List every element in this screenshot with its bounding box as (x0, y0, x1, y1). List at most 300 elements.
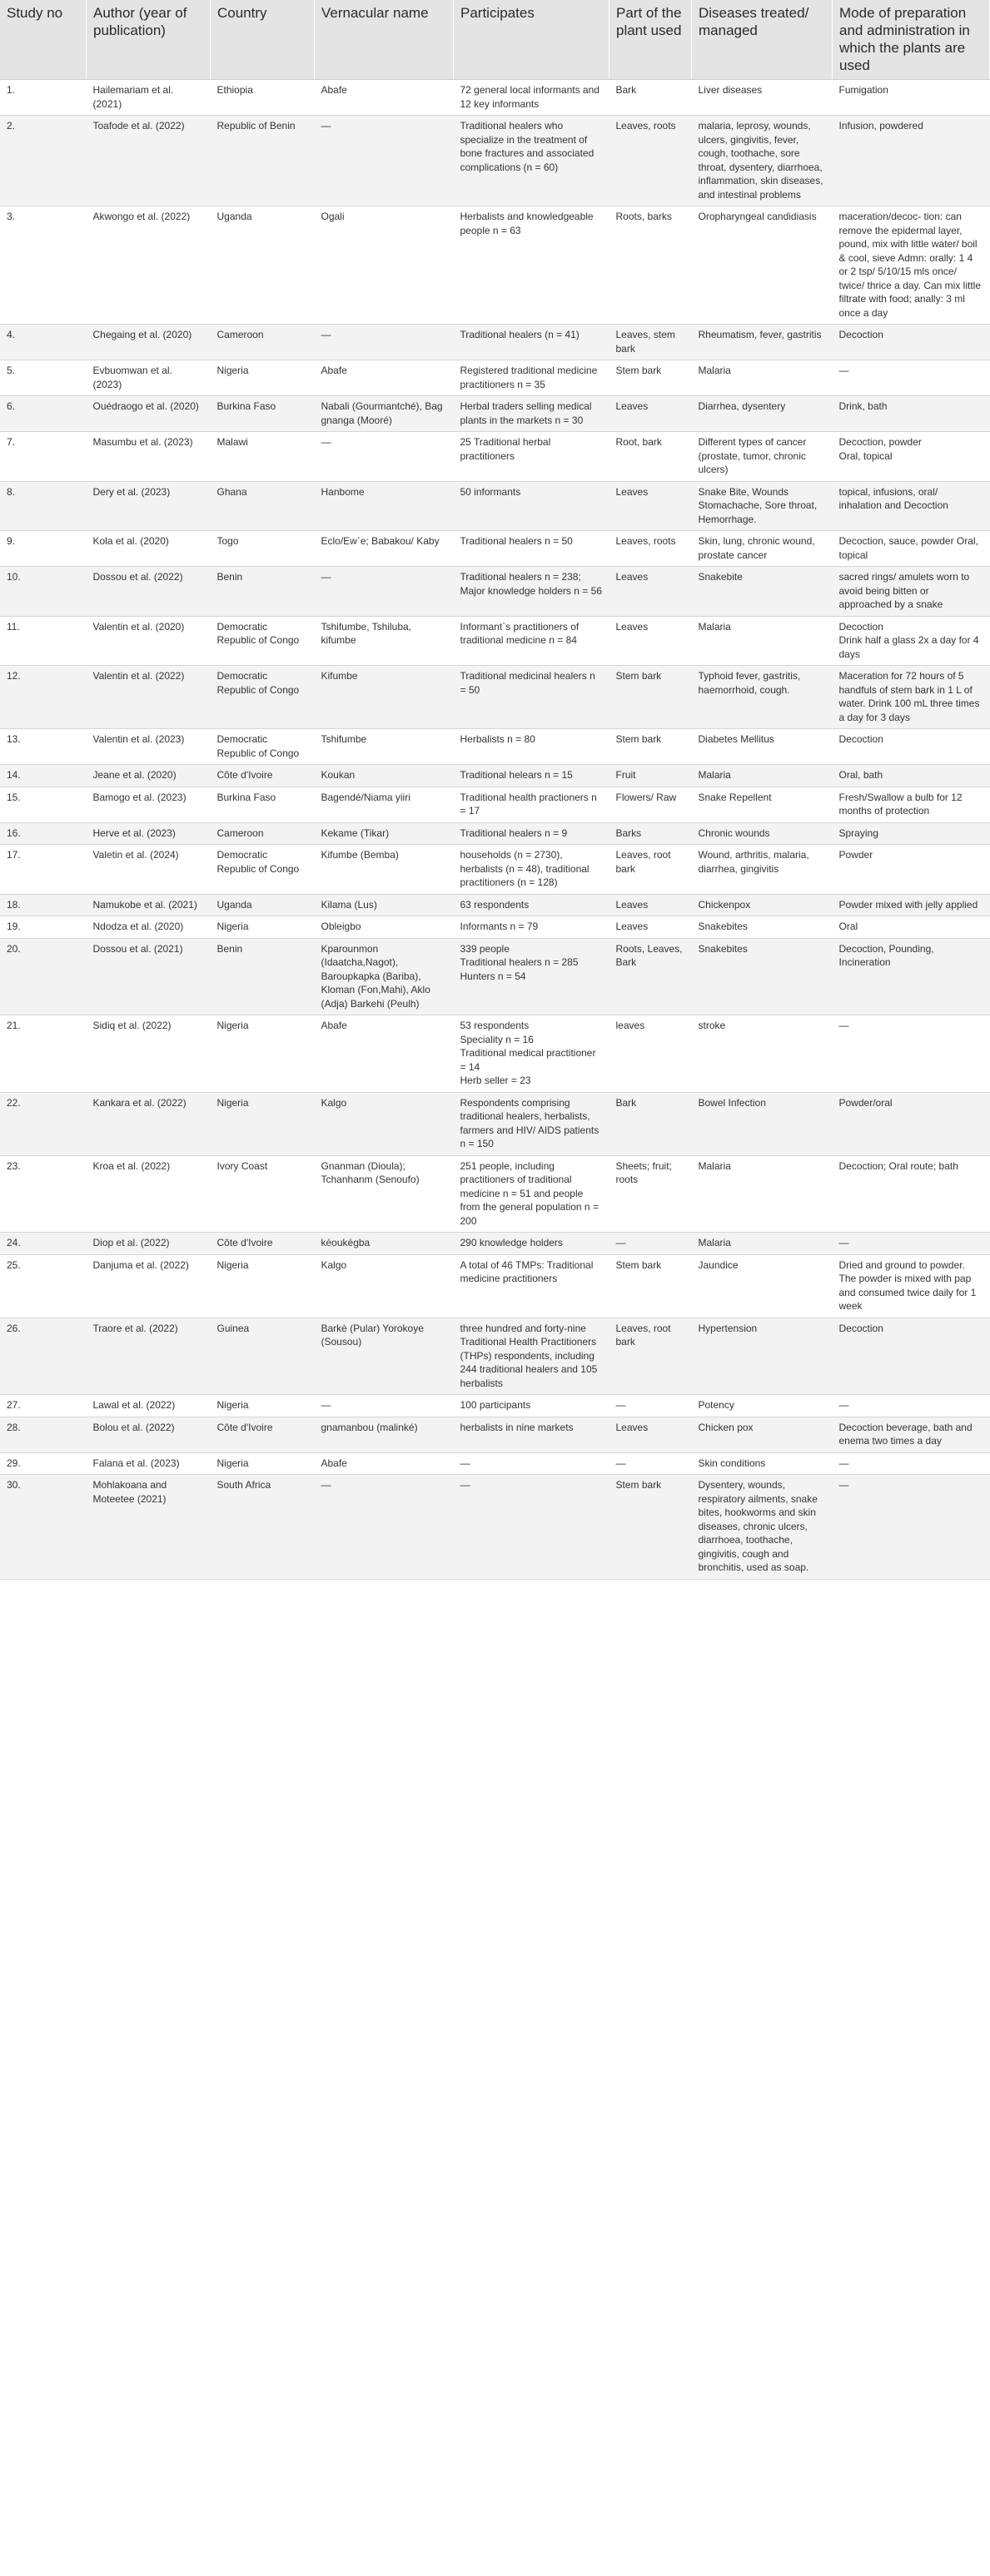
cell-author-text: Falana et al. (2023) (92, 1457, 180, 1469)
cell-mode-text: sacred rings/ amulets worn to avoid being bitten or approached by a snake (838, 571, 970, 610)
cell-author (87, 1155, 211, 1233)
cell-diseases (692, 1233, 833, 1255)
cell-country-text: Benin (216, 571, 243, 583)
cell-study-no-text: 24. (7, 1237, 21, 1248)
cell-plant-part (609, 116, 692, 206)
cell-study-no-text: 26. (7, 1322, 21, 1334)
cell-participants-text: Traditional healers (n = 41) (460, 329, 580, 340)
cell-participants (454, 396, 609, 432)
cell-author (87, 765, 211, 787)
cell-country-text: Nigeria (216, 365, 249, 376)
cell-country (211, 360, 315, 396)
cell-study-no (0, 1015, 87, 1093)
cell-country-text: Côte d'Ivoire (216, 769, 273, 781)
cell-plant-part-text: Leaves (615, 620, 649, 633)
cell-author (87, 938, 211, 1015)
cell-study-no (0, 938, 87, 1015)
cell-vernacular-name-text: Kilama (Lus) (321, 898, 377, 911)
cell-country-text: Malawi (216, 436, 248, 448)
table-row (0, 666, 990, 729)
cell-study-no-text: 3. (7, 211, 16, 222)
cell-diseases (692, 1395, 833, 1417)
cell-author (87, 616, 211, 666)
cell-country (211, 531, 315, 567)
cell-study-no-text: 1. (7, 84, 16, 96)
cell-country (211, 1254, 315, 1318)
cell-author-text: Valentin et al. (2022) (92, 670, 185, 682)
cell-author (87, 1092, 211, 1155)
cell-diseases (692, 481, 833, 531)
cell-diseases (692, 916, 833, 939)
cell-author (87, 1475, 211, 1580)
cell-vernacular-name (315, 1254, 454, 1318)
table-row (0, 938, 990, 1015)
cell-vernacular-name-text: Eclo/Ew`e; Babakou/ Kaby (321, 535, 440, 547)
table-row (0, 1475, 990, 1580)
cell-study-no-text: 6. (7, 400, 16, 412)
cell-author-text: Hailemariam et al. (2021) (92, 84, 174, 110)
cell-plant-part (609, 1015, 692, 1093)
cell-participants-text: Traditional medicinal healers n = 50 (460, 670, 595, 696)
cell-plant-part (609, 396, 692, 432)
cell-vernacular-name (315, 206, 454, 325)
cell-plant-part (609, 531, 692, 567)
cell-study-no-text: 15. (7, 791, 21, 803)
cell-mode (833, 80, 990, 116)
table-row (0, 531, 990, 567)
cell-mode (833, 822, 990, 845)
cell-study-no-text: 16. (7, 826, 21, 839)
cell-participants (454, 206, 609, 325)
cell-participants (454, 481, 609, 531)
cell-diseases (692, 1092, 833, 1155)
table-row (0, 729, 990, 765)
cell-author (87, 1452, 211, 1475)
cell-plant-part (609, 845, 692, 895)
table-row (0, 481, 990, 531)
cell-mode (833, 432, 990, 482)
cell-vernacular-name (315, 432, 454, 482)
cell-mode-text: maceration/decoc- tion: can remove the epidermal layer, pound, mix with little water/ boil & cool, sieve Admn: orally: 1 4 or 2 tsp/ 5/10/15 mls once/ twice/ thrice a day. Can mix little filtrate with food; anally: 3 ml once a day (838, 211, 982, 319)
cell-diseases (692, 845, 833, 895)
cell-author-text: Dossou et al. (2022) (92, 571, 183, 583)
cell-study-no (0, 1318, 87, 1395)
cell-study-no (0, 432, 87, 482)
cell-plant-part (609, 1233, 692, 1255)
cell-diseases (692, 1417, 833, 1452)
cell-study-no-text: 14. (7, 769, 21, 781)
table-row (0, 765, 990, 787)
cell-participants-text: three hundred and forty-nine Traditional Health Practitioners (THPs) respondents, including 244 traditional healers and 105 herbalists (460, 1322, 598, 1389)
cell-diseases-text: Skin conditions (698, 1457, 766, 1469)
cell-plant-part (609, 1417, 692, 1452)
cell-vernacular-name-text: gnamanbou (malinké) (321, 1421, 418, 1433)
cell-mode-text: Decoction Drink half a glass 2x a day for 4 days (838, 620, 979, 660)
cell-participants (454, 1233, 609, 1255)
cell-vernacular-name (315, 765, 454, 787)
cell-plant-part-text: Leaves (615, 400, 649, 412)
cell-mode (833, 666, 990, 729)
cell-country (211, 206, 315, 325)
cell-country (211, 787, 315, 822)
cell-study-no (0, 1417, 87, 1452)
cell-participants-text: Traditional helears n = 15 (460, 769, 573, 781)
table-row (0, 822, 990, 845)
cell-vernacular-name-text: Abafe (321, 84, 347, 96)
cell-diseases (692, 325, 833, 360)
cell-mode (833, 938, 990, 1015)
cell-participants-text: Traditional healers n = 50 (460, 535, 573, 547)
cell-study-no-text: 13. (7, 733, 21, 745)
table-row (0, 1254, 990, 1318)
cell-study-no-text: 21. (7, 1020, 21, 1031)
cell-vernacular-name (315, 787, 454, 822)
cell-diseases-text: Potency (698, 1399, 734, 1411)
cell-participants-text: — (460, 1479, 470, 1491)
cell-study-no (0, 916, 87, 939)
cell-plant-part-text: Leaves (615, 898, 649, 911)
cell-diseases-text: Malaria (698, 1237, 731, 1248)
cell-plant-part (609, 325, 692, 360)
cell-mode-text: Oral, bath (838, 769, 883, 781)
header-mode: Mode of preparation and administration in which the plants are used (833, 0, 990, 80)
cell-mode-text: Decoction, powder Oral, topical (838, 436, 922, 462)
cell-author (87, 894, 211, 916)
cell-country-text: South Africa (216, 1479, 271, 1491)
cell-diseases-text: Liver diseases (698, 84, 763, 96)
table-row (0, 567, 990, 617)
cell-vernacular-name (315, 1318, 454, 1395)
cell-plant-part (609, 616, 692, 666)
cell-mode (833, 1233, 990, 1255)
table-row (0, 80, 990, 116)
cell-vernacular-name-text: Kekame (Tikar) (321, 826, 390, 839)
cell-country-text: Ivory Coast (216, 1159, 268, 1172)
cell-plant-part (609, 1092, 692, 1155)
cell-vernacular-name-text: — (321, 329, 331, 340)
cell-vernacular-name (315, 1452, 454, 1475)
cell-participants (454, 787, 609, 822)
cell-mode-text: Decoction (838, 733, 883, 745)
cell-plant-part (609, 1395, 692, 1417)
cell-plant-part (609, 1254, 692, 1318)
cell-study-no (0, 765, 87, 787)
cell-plant-part (609, 1452, 692, 1475)
cell-plant-part (609, 567, 692, 617)
cell-diseases (692, 1475, 833, 1580)
cell-author-text: Traore et al. (2022) (92, 1322, 178, 1334)
cell-country-text: Nigeria (216, 1399, 249, 1411)
cell-author-text: Jeane et al. (2020) (92, 769, 177, 781)
cell-mode (833, 1417, 990, 1452)
cell-plant-part-text: Leaves (615, 1421, 649, 1433)
cell-mode-text: Maceration for 72 hours of 5 handfuls of stem bark in 1 L of water. Drink 100 mL three times a day for 3 days (838, 670, 980, 723)
cell-country-text: Ethiopia (216, 84, 253, 96)
cell-diseases-text: Dysentery, wounds, respiratory ailments, snake bites, hookworms and skin diseases, chronic ulcers, diarrhoea, toothache, gingivitis, cough and bronchitis, used as soap. (698, 1479, 818, 1573)
cell-author-text: Valentin et al. (2023) (92, 733, 185, 745)
cell-country (211, 1318, 315, 1395)
header-country: Country (211, 0, 315, 80)
table-row (0, 787, 990, 822)
cell-diseases-text: Malaria (698, 620, 731, 633)
cell-mode (833, 531, 990, 567)
cell-country-text: Democratic Republic of Congo (216, 670, 300, 696)
cell-diseases (692, 1254, 833, 1318)
cell-study-no-text: 8. (7, 485, 16, 498)
cell-participants-text: Traditional healers n = 238; Major knowledge holders n = 56 (460, 571, 602, 597)
table-row (0, 616, 990, 666)
cell-country (211, 1233, 315, 1255)
cell-diseases (692, 80, 833, 116)
cell-country (211, 822, 315, 845)
cell-country-text: Republic of Benin (216, 120, 296, 132)
header-participants: Participates (454, 0, 609, 80)
cell-plant-part-text: Bark (615, 1096, 637, 1109)
table-row (0, 845, 990, 895)
cell-diseases (692, 894, 833, 916)
cell-vernacular-name (315, 616, 454, 666)
cell-vernacular-name-text: Obleigbo (321, 921, 361, 932)
cell-participants (454, 1155, 609, 1233)
cell-diseases (692, 1452, 833, 1475)
cell-participants-text: herbalists in nine markets (460, 1421, 574, 1433)
cell-author-text: Mohlakoana and Moteetee (2021) (92, 1479, 167, 1505)
cell-vernacular-name-text: Kalgo (321, 1258, 347, 1271)
cell-study-no (0, 729, 87, 765)
cell-study-no (0, 80, 87, 116)
cell-author-text: Chegaing et al. (2020) (92, 329, 192, 340)
cell-study-no (0, 616, 87, 666)
cell-mode (833, 1254, 990, 1318)
cell-vernacular-name (315, 481, 454, 531)
cell-author-text: Evbuomwan et al. (2023) (92, 365, 172, 390)
cell-diseases-text: Rheumatism, fever, gastritis (698, 329, 822, 340)
cell-vernacular-name-text: Bagendé/Niama yiiri (321, 791, 410, 803)
cell-plant-part-text: — (615, 1237, 626, 1248)
cell-plant-part (609, 916, 692, 939)
cell-diseases-text: Chronic wounds (698, 826, 770, 839)
table-row (0, 1318, 990, 1395)
cell-vernacular-name-text: — (321, 571, 331, 583)
cell-participants-text: 251 people, including practitioners of traditional medicine n = 51 and people from the general population n = 200 (460, 1159, 599, 1227)
cell-vernacular-name (315, 531, 454, 567)
cell-mode-text: — (838, 365, 849, 376)
cell-author-text: Valentin et al. (2020) (92, 620, 185, 633)
cell-author (87, 567, 211, 617)
cell-diseases (692, 729, 833, 765)
cell-author (87, 360, 211, 396)
cell-country-text: Côte d'Ivoire (216, 1237, 273, 1248)
cell-author (87, 1233, 211, 1255)
cell-author (87, 432, 211, 482)
cell-participants (454, 116, 609, 206)
cell-author-text: Valetin et al. (2024) (92, 849, 179, 861)
cell-plant-part-text: Stem bark (615, 1258, 662, 1271)
cell-mode-text: — (838, 1479, 849, 1491)
cell-plant-part (609, 360, 692, 396)
cell-participants-text: Traditional healers n = 9 (460, 826, 568, 839)
cell-mode (833, 1155, 990, 1233)
cell-vernacular-name (315, 1155, 454, 1233)
cell-mode (833, 116, 990, 206)
cell-author-text: Herve et al. (2023) (92, 826, 176, 839)
table-row (0, 1417, 990, 1452)
cell-vernacular-name-text: Nabali (Gourmantché), Bag gnanga (Mooré) (321, 400, 443, 426)
cell-vernacular-name (315, 729, 454, 765)
cell-participants-text: Traditional healers who specialize in the treatment of bone fractures and associated complications (n = 60) (460, 120, 594, 173)
cell-study-no-text: 28. (7, 1421, 21, 1433)
cell-vernacular-name-text: — (321, 1479, 331, 1491)
cell-participants-text: 53 respondents Speciality n = 16 Traditional medical practitioner = 14 Herb seller = 23 (460, 1020, 596, 1086)
cell-participants-text: 290 knowledge holders (460, 1237, 563, 1248)
cell-country (211, 567, 315, 617)
cell-study-no-text: 27. (7, 1399, 21, 1411)
cell-study-no (0, 567, 87, 617)
cell-author (87, 916, 211, 939)
table-row (0, 1015, 990, 1093)
cell-plant-part-text: — (615, 1457, 626, 1469)
cell-plant-part-text: — (615, 1399, 626, 1411)
cell-author (87, 1318, 211, 1395)
cell-study-no-text: 12. (7, 670, 21, 682)
cell-country (211, 116, 315, 206)
cell-author (87, 396, 211, 432)
cell-author (87, 531, 211, 567)
cell-vernacular-name (315, 845, 454, 895)
cell-mode-text: Decoction (838, 329, 883, 340)
cell-mode-text: Decoction; Oral route; bath (838, 1159, 958, 1172)
cell-mode-text: Powder (838, 849, 873, 861)
cell-author (87, 729, 211, 765)
cell-study-no-text: 20. (7, 942, 21, 955)
cell-author-text: Toafode et al. (2022) (92, 120, 185, 132)
cell-diseases (692, 206, 833, 325)
cell-diseases-text: malaria, leprosy, wounds, ulcers, gingivitis, fever, cough, toothache, sore throat, dysentery, diarrhoea, inflammation, skin diseases, and intestinal problems (698, 120, 823, 201)
cell-author (87, 1417, 211, 1452)
cell-study-no (0, 787, 87, 822)
cell-study-no (0, 1092, 87, 1155)
cell-vernacular-name (315, 916, 454, 939)
cell-vernacular-name-text: Kifumbe (321, 670, 358, 682)
cell-diseases-text: Chickenpox (698, 898, 751, 911)
cell-vernacular-name (315, 1092, 454, 1155)
cell-plant-part (609, 1318, 692, 1395)
cell-diseases-text: Wound, arthritis, malaria, diarrhea, gingivitis (698, 849, 809, 875)
cell-participants (454, 729, 609, 765)
cell-country-text: Nigeria (216, 1457, 249, 1469)
cell-country (211, 1395, 315, 1417)
cell-country-text: Cameroon (216, 826, 264, 839)
cell-mode-text: Powder mixed with jelly applied (838, 898, 978, 911)
header-plant-part: Part of the plant used (609, 0, 692, 80)
cell-mode-text: topical, infusions, oral/ inhalation and Decoction (838, 485, 948, 511)
cell-country (211, 1417, 315, 1452)
cell-author (87, 325, 211, 360)
cell-participants (454, 567, 609, 617)
cell-participants (454, 1318, 609, 1395)
cell-author (87, 1015, 211, 1093)
cell-country (211, 1015, 315, 1093)
cell-participants-text: 50 informants (460, 485, 521, 498)
cell-study-no-text: 2. (7, 120, 16, 132)
cell-diseases-text: stroke (698, 1020, 726, 1031)
cell-diseases-text: Malaria (698, 1159, 731, 1172)
cell-country (211, 916, 315, 939)
cell-vernacular-name (315, 938, 454, 1015)
cell-vernacular-name-text: Ogali (321, 211, 345, 222)
cell-country (211, 894, 315, 916)
cell-study-no (0, 116, 87, 206)
cell-country-text: Cameroon (216, 329, 264, 340)
cell-plant-part-text: Roots, Leaves, Bark (615, 942, 683, 968)
cell-diseases (692, 116, 833, 206)
cell-plant-part (609, 206, 692, 325)
cell-plant-part (609, 1155, 692, 1233)
cell-author-text: Bolou et al. (2022) (92, 1421, 175, 1433)
cell-participants-text: Herbalists and knowledgeable people n = 63 (460, 211, 594, 236)
cell-study-no (0, 845, 87, 895)
cell-vernacular-name-text: — (321, 436, 331, 448)
cell-country (211, 396, 315, 432)
cell-plant-part-text: Leaves, root bark (615, 849, 671, 875)
cell-author-text: Dossou et al. (2021) (92, 942, 183, 955)
cell-country-text: Togo (216, 535, 239, 547)
cell-country (211, 845, 315, 895)
cell-plant-part-text: Stem bark (615, 365, 662, 376)
cell-mode (833, 616, 990, 666)
cell-author-text: Dery et al. (2023) (92, 485, 171, 498)
cell-mode (833, 916, 990, 939)
cell-diseases-text: Snakebites (698, 921, 748, 932)
cell-vernacular-name-text: Abafe (321, 1020, 347, 1031)
cell-participants (454, 1395, 609, 1417)
cell-country (211, 1452, 315, 1475)
cell-diseases-text: Snakebites (698, 942, 748, 955)
cell-author-text: Masumbu et al. (2023) (92, 436, 193, 448)
cell-participants (454, 666, 609, 729)
cell-study-no (0, 396, 87, 432)
cell-participants-text: 100 participants (460, 1399, 531, 1411)
cell-mode-text: Oral (838, 921, 858, 932)
cell-author-text: Danjuma et al. (2022) (92, 1258, 189, 1271)
cell-diseases-text: Diabetes Mellitus (698, 733, 774, 745)
cell-participants (454, 1015, 609, 1093)
cell-author (87, 822, 211, 845)
cell-country (211, 481, 315, 531)
cell-author-text: Kola et al. (2020) (92, 535, 169, 547)
cell-diseases-text: Chicken pox (698, 1421, 754, 1433)
header-vernacular-name: Vernacular name (315, 0, 454, 80)
cell-diseases (692, 1318, 833, 1395)
cell-study-no (0, 206, 87, 325)
cell-mode-text: Powder/oral (838, 1096, 893, 1109)
cell-mode-text: Decoction, sauce, powder Oral, topical (838, 535, 978, 561)
cell-plant-part-text: Stem bark (615, 1479, 662, 1491)
cell-author (87, 80, 211, 116)
cell-participants-text: Herbal traders selling medical plants in the markets n = 30 (460, 400, 592, 426)
cell-country (211, 432, 315, 482)
cell-participants (454, 432, 609, 482)
cell-country (211, 1092, 315, 1155)
cell-participants (454, 765, 609, 787)
cell-mode-text: Fresh/Swallow a bulb for 12 months of protection (838, 791, 963, 816)
cell-plant-part-text: Barks (615, 826, 642, 839)
cell-vernacular-name (315, 1015, 454, 1093)
cell-mode-text: Infusion, powdered (838, 120, 923, 132)
table-row (0, 1395, 990, 1417)
cell-country-text: Uganda (216, 211, 252, 222)
cell-author-text: Sidiq et al. (2022) (92, 1020, 172, 1031)
